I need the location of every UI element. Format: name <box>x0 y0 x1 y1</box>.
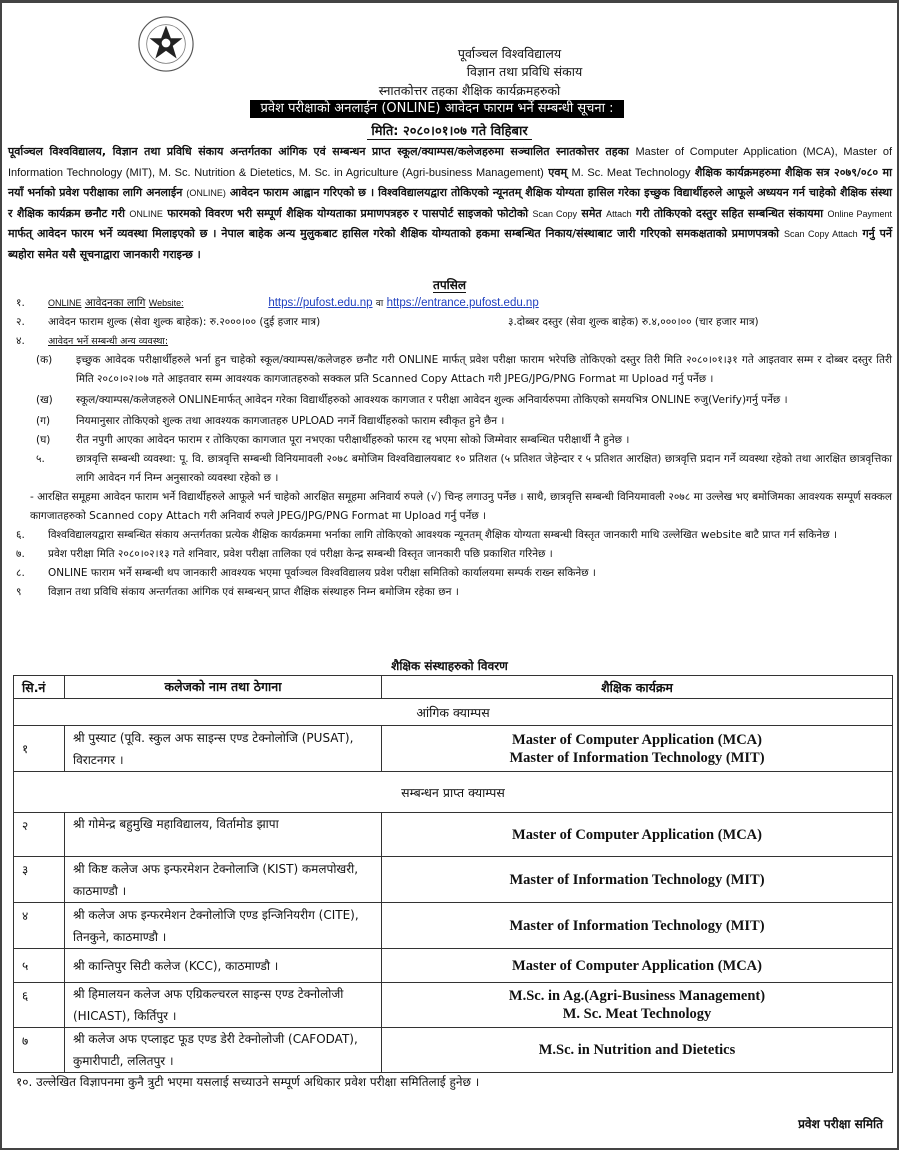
list-item-9 <box>16 583 892 602</box>
university-name: पूर्वाञ्चल विश्वविद्यालय <box>457 46 562 61</box>
row-college: श्री पुस्याट (पूवि. स्कुल अफ साइन्स एण्ड टेक्नोलोजि (PUSAT), विराटनगर । <box>65 726 382 772</box>
row-college: श्री हिमालयन कलेज अफ एग्रिकल्चरल साइन्स एण्ड टेक्नोलोजी (HICAST), किर्तिपुर । <box>65 983 382 1028</box>
item-text: विश्वविद्यालयद्वारा सम्बन्धित संकाय अन्तर्गतका प्रत्येक शैक्षिक कार्यक्रममा भर्नाका लागि तोकिएको आवश्यक न्यूनतम् शैक्षिक योग्यता सम्बन्धी विस्तृत जानकारी माथि उल्लेखित website बाटै प्राप्त गर्न सकिनेछ । <box>48 529 837 541</box>
table-caption: शैक्षिक संस्थाहरुको विवरण <box>391 659 508 673</box>
row-programs <box>382 949 893 983</box>
website-label: Website: <box>148 298 184 308</box>
notice-title-banner: प्रवेश परीक्षाको अनलाईन (ONLINE) आवेदन फाराम भर्ने सम्बन्धी सूचना : <box>250 100 624 118</box>
table-body <box>14 699 893 1073</box>
row-college: श्री कलेज अफ एप्लाइट फूड एण्ड डेरी टेक्नोलोजी (CAFODAT), कुमारीपाटी, ललितपुर । <box>65 1028 382 1073</box>
row-sn: ३ <box>14 857 65 903</box>
table-row <box>14 857 893 903</box>
item-text: - आरक्षित समूहमा आवेदन फाराम भर्ने विद्यार्थीहरुले आफूले भर्न चाहेको आरक्षित समूहमा अनिवार्य रुपले (√) चिन्ह लगाउनु पर्नेछ । साथै, छात्रवृत्ति सम्बन्धी विनियमावली २०७८ मा उल्लेख भए बमोजिमका आवश्यक सम्पूर्ण सक्कल कागजातहरुको Scanned copy Attach गरी अनिवार्य रुपले JPEG/JPG/PNG Format मा Upload गर्नु पर्नेछ । <box>30 491 892 522</box>
institutions-table <box>13 675 893 1073</box>
intro-text-en: Online Payment <box>827 208 892 219</box>
table-header-row <box>14 676 893 699</box>
item-text: विज्ञान तथा प्रविधि संकाय अन्तर्गतका आंगिक एवं सम्बन्धन् प्राप्त शैक्षिक संस्थाहरु निम्न बमोजिम रहेका छन । <box>48 586 459 598</box>
or-text: वा <box>375 298 384 308</box>
online-label: ONLINE <box>48 298 82 308</box>
column-header-programs: शैक्षिक कार्यक्रम <box>382 676 893 699</box>
program-name: Master of Computer Application (MCA) <box>512 957 762 974</box>
item-text <box>48 294 892 313</box>
intro-text-en: M. Sc. Meat Technology <box>571 166 691 179</box>
notice-date <box>2 121 897 139</box>
level-title: स्नातकोत्तर तहका शैक्षिक कार्यक्रमहरुको <box>378 83 561 98</box>
intro-text: गर्नु पर्ने ब्यहोरा समेत यसै सूचनाद्वारा जानकारी गराइन्छ । <box>8 227 892 261</box>
intro-text: शैक्षिक कार्यक्रमहरुमा शैक्षिक सत्र २०७९/०८० मा नयाँ भर्नाको प्रवेश परीक्षाका लागि अनलाईन <box>8 165 892 199</box>
list-item-4 <box>16 332 892 351</box>
program-name: M.Sc. in Nutrition and Dietetics <box>538 1042 736 1058</box>
item-text: रीत नपुगी आएका आवेदन फाराम र तोकिएका कागजात पूरा नभएका परीक्षार्थीहरुको फारम रद्द भएमा सोको जिम्मेवार सम्बन्धित परीक्षार्थी नै हुनेछ । <box>76 434 630 446</box>
online-label: आवेदनका लागि <box>84 297 146 309</box>
website-link-entrance[interactable]: https://entrance.pufost.edu.np <box>386 297 539 309</box>
program-name: Master of Information Technology (MIT) <box>509 749 765 766</box>
item-text: स्कूल/क्याम्पस/कलेजहरुले ONLINEमार्फत् आवेदन गरेका विद्यार्थीहरुको आवश्यक कागजात र परीक्षा आवेदन शुल्क अनिवार्यरुपमा तोकिएको समयभित्र ONLINE रुजु(Verify)गर्नु पर्नेछ । <box>76 394 788 406</box>
section-label: सम्बन्धन प्राप्त क्याम्पस <box>14 772 893 813</box>
list-item-5 <box>16 450 892 488</box>
intro-text: मार्फत् आवेदन फारम भर्ने व्यवस्था मिलाइएको छ । नेपाल बाहेक अन्य मुलुकबाट हासिल गरेको शैक्षिक योग्यताको हकमा सम्बन्धित निकाय/संस्थाबाट जारी गरिएको समकक्षताको प्रमाणपत्रको <box>8 227 780 240</box>
list-item-ka <box>16 351 892 389</box>
section-row-affiliated <box>14 772 893 813</box>
table-row <box>14 949 893 983</box>
row-college: श्री कान्तिपुर सिटी कलेज (KCC), काठमाण्डौ । <box>65 949 382 983</box>
row-programs <box>382 1028 893 1073</box>
column-header-college: कलेजको नाम तथा ठेगाना <box>65 676 382 699</box>
table-row <box>14 726 893 772</box>
row-sn: ६ <box>14 983 65 1028</box>
item-number: २. <box>16 316 25 328</box>
intro-paragraph <box>8 142 892 264</box>
item-number: ९ <box>16 586 22 598</box>
details-list <box>16 294 892 602</box>
item-text: ONLINE फाराम भर्ने सम्बन्धी थप जानकारी आवश्यक भएमा पूर्वाञ्चल विश्वविद्यालय प्रवेश परीक्षा समितिको कार्यालयमा सम्पर्क राख्न सकिनेछ । <box>48 567 596 579</box>
item-text: आवेदन भर्ने सम्बन्धी अन्य व्यवस्था: <box>48 336 169 347</box>
row-college: श्री किष्ट कलेज अफ इन्फरमेशन टेक्नोलाजि (KIST) कमलपोखरी, काठमाण्डौ । <box>65 857 382 903</box>
intro-text: गरी तोकिएको दस्तुर सहित सम्बन्धित संकायमा <box>635 206 824 220</box>
website-link-pufost[interactable]: https://pufost.edu.np <box>268 297 373 309</box>
item-number: ४. <box>16 335 25 347</box>
list-item-8 <box>16 564 892 583</box>
row-sn: ५ <box>14 949 65 983</box>
item-number: १. <box>16 297 25 309</box>
table-row <box>14 983 893 1028</box>
program-name: Master of Computer Application (MCA) <box>512 731 762 748</box>
note-item-10: १०. उल्लेखित विज्ञापनमा कुनै त्रुटी भएमा यसलाई सच्याउने सम्पूर्ण अधिकार प्रवेश परीक्षा समितिलाई हुनेछ । <box>16 1075 480 1089</box>
item-number: (क) <box>36 354 53 366</box>
intro-text-en: Scan Copy Attach <box>783 229 858 239</box>
item-number: (ख) <box>36 394 53 406</box>
item-number: (ग) <box>36 415 51 427</box>
item-text: प्रवेश परीक्षा मिति २०८०।०२।१३ गते शनिवार, प्रवेश परीक्षा तालिका एवं परीक्षा केन्द्र सम्बन्धी विस्तृत जानकारी पछि प्रकाशित गरिनेछ । <box>48 548 553 560</box>
table-row <box>14 813 893 857</box>
row-college: श्री कलेज अफ इन्फरमेशन टेक्नोलोजि एण्ड इन्जिनियरीग (CITE), तिनकुने, काठमाण्डौ । <box>65 903 382 949</box>
program-name: M. Sc. Meat Technology <box>562 1006 712 1022</box>
row-programs <box>382 983 893 1028</box>
intro-text-en: Master of Computer Application (MCA), Master of Information Technology (MIT), M. Sc. Nutrition & Dietetics, M. Sc. in Agriculture (Agri-business Management) <box>8 146 892 179</box>
intro-text-en: ONLINE <box>129 208 163 219</box>
intro-text-en: Attach <box>606 208 632 219</box>
table-row <box>14 903 893 949</box>
list-item-6 <box>16 526 892 545</box>
intro-text-en: Scan Copy <box>532 208 578 219</box>
intro-text-en: (ONLINE) <box>186 188 226 198</box>
row-college: श्री गोमेन्द्र बहुमुखि महाविद्यालय, विर्तामोड झापा <box>65 813 382 857</box>
item-text: नियमानुसार तोकिएको शुल्क तथा आवश्यक कागजातहरु UPLOAD नगर्ने विद्यार्थीहरुको फाराम स्वीकृत हुने छैन । <box>76 415 505 427</box>
item-text: इच्छुक आवेदक परीक्षार्थीहरुले भर्ना हुन चाहेको स्कूल/क्याम्पस/कलेजहरु छनौट गरी ONLINE मार्फत् प्रवेश परीक्षा फाराम भरेपछि तोकिएको दस्तुर तिरी मिति २०८०।०१।३१ गते आइतवार सम्म र दोब्बर दस्तुर तिरी मिति २०८०।०२।०७ गते आइतवार सम्म आवश्यक कागजातहरुको सक्कल प्रति Scanned Copy Attach गरी JPEG/JPG/PNG Format मा Upload गर्नु पर्नेछ । <box>76 354 892 385</box>
list-item-7 <box>16 545 892 564</box>
intro-text: एवम् <box>548 165 568 179</box>
row-programs <box>382 857 893 903</box>
list-item-gha <box>16 431 892 450</box>
double-fee: ३.दोब्बर दस्तुर (सेवा शुल्क बाहेक) रु.४,०००।०० (चार हजार मात्र) <box>508 316 759 328</box>
program-name: Master of Information Technology (MIT) <box>509 917 765 934</box>
row-sn: २ <box>14 813 65 857</box>
list-item-2 <box>16 313 892 332</box>
intro-text: पूर्वाञ्चल विश्वविद्यालय, विज्ञान तथा प्रविधि संकाय अन्तर्गतका आंगिक एवं सम्बन्धन प्राप्त स्कूल/क्याम्पस/कलेजहरुमा सञ्चालित स्नातकोत्तर तहका <box>8 145 629 158</box>
item-text: छात्रवृत्ति सम्बन्धी व्यवस्था: पू. वि. छात्रवृत्ति सम्बन्धी विनियमावली २०७८ बमोजिम विश्वविद्यालयबाट १० प्रतिशत (५ प्रतिशत जेहेन्दार र ५ प्रतिशत आरक्षित) छात्रवृत्ति प्रदान गर्ने व्यवस्था रहेको तथा आरक्षित छात्रवृत्तिका लागि आवेदन गर्न निम्न अनुसारको व्यवस्था रहेको छ । <box>76 453 892 484</box>
section-row-constituent <box>14 699 893 726</box>
row-sn: १ <box>14 726 65 772</box>
row-sn: ४ <box>14 903 65 949</box>
item-number: ८. <box>16 567 25 579</box>
section-label: आंगिक क्याम्पस <box>14 699 893 726</box>
item-number: (घ) <box>36 434 51 446</box>
details-heading-text: तपसिल <box>432 278 466 292</box>
notice-date-text: मिति: २०८०।०१।०७ गते विहिबार <box>367 124 531 140</box>
signature-committee: प्रवेश परीक्षा समिति <box>798 1117 883 1131</box>
intro-text: फारमको विवरण भरी सम्पूर्ण शैक्षिक योग्यताका प्रमाणपत्रहरु र पासपोर्ट साइजको फोटोको <box>167 206 529 220</box>
item-number: ५. <box>36 453 45 465</box>
row-programs <box>382 726 893 772</box>
column-header-sn: सि.नं <box>14 676 65 699</box>
row-programs <box>382 813 893 857</box>
intro-text: समेत <box>581 206 602 220</box>
program-name: M.Sc. in Ag.(Agri-Business Management) <box>508 988 766 1004</box>
faculty-name: विज्ञान तथा प्रविधि संकाय <box>466 64 583 79</box>
item-number: ६. <box>16 529 25 541</box>
program-name: Master of Computer Application (MCA) <box>512 826 762 843</box>
details-heading <box>2 276 897 293</box>
list-item-1 <box>16 294 892 313</box>
program-name: Master of Information Technology (MIT) <box>509 871 765 888</box>
list-item-dash <box>16 488 892 526</box>
row-programs <box>382 903 893 949</box>
item-number: ७. <box>16 548 25 560</box>
row-sn: ७ <box>14 1028 65 1073</box>
intro-text: आवेदन फाराम आह्वान गरिएको छ । विश्वविद्यालयद्वारा तोकिएको न्यूनतम् शैक्षिक योग्यता हासिल गरेका इच्छुक विद्यार्थीहरुले आफूले अध्ययन गर्न चाहेको शैक्षिक संस्था र शैक्षिक कार्यक्रम छनौट गरी <box>8 186 892 220</box>
list-item-ga <box>16 412 892 431</box>
list-item-kha <box>16 391 892 410</box>
application-fee: आवेदन फाराम शुल्क (सेवा शुल्क बाहेक): रु.२०००।०० (दुई हजार मात्र) <box>48 316 321 328</box>
table-row <box>14 1028 893 1073</box>
